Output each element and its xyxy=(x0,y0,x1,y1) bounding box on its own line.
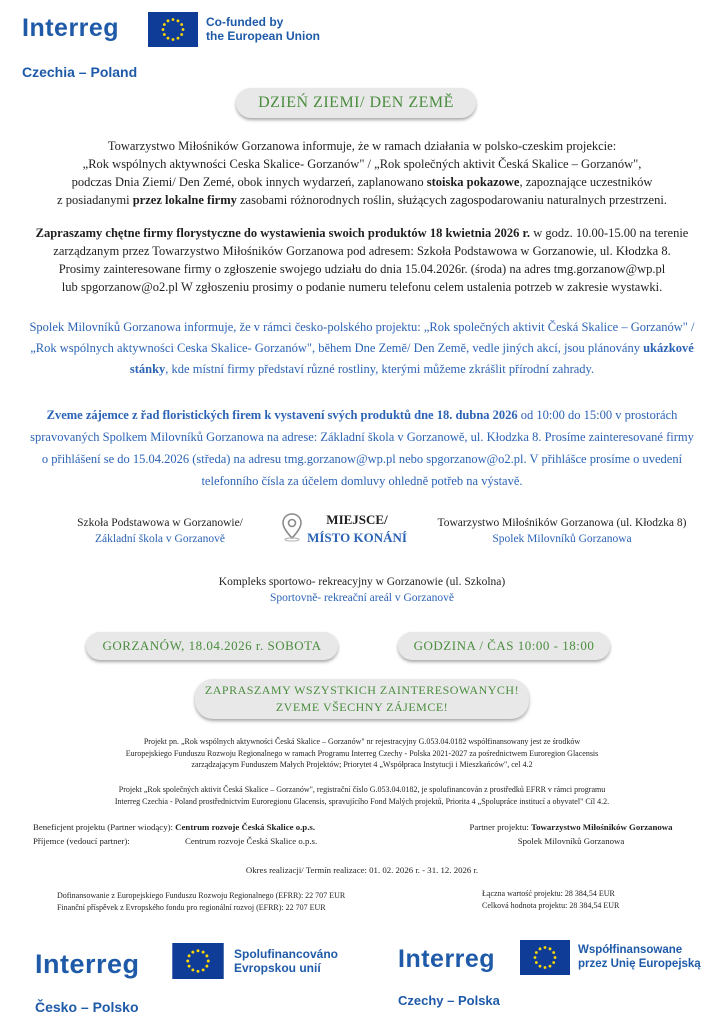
funding-line: Dofinansowanie z Europejskiego Funduszu Rozwoju Regionalnego (EFRR): 22 707 EUR xyxy=(57,891,346,900)
fine-pl-line: zarządzającym Funduszem Małych Projektów; Priorytet 4 „Współpraca Instytucji i Mieszkańców", cel 4.2 xyxy=(191,760,533,769)
eu-line-2: the European Union xyxy=(206,29,320,44)
eu-line-2: Evropskou unií xyxy=(234,961,321,976)
interreg-logo-footer-right: Interreg xyxy=(398,945,496,973)
eu-line-1: Co-funded by xyxy=(206,15,284,29)
place-center-pl: MIEJSCE/ xyxy=(326,512,388,527)
invite-pl-line: lub spgorzanow@o2.pl W zgłoszeniu prosimy o podanie numeru telefonu celem ustalenia potrzeb w zakresie wystawki. xyxy=(61,280,663,294)
intro-cz-line: stánky, kde místní firmy představí různé rostliny, kterými můžeme zkrášlit přírodní zahrady. xyxy=(129,362,595,376)
region-label: Czechia – Poland xyxy=(22,64,138,80)
lead-partner-cz: Příjemce (vedoucí partner): Centrum rozvoje Česká Skalice o.p.s. xyxy=(33,836,318,846)
fine-print-pl xyxy=(0,736,724,771)
welcome-pl: ZAPRASZAMY WSZYSTKICH ZAINTERESOWANYCH! xyxy=(204,683,520,697)
realization-period: Okres realizacji/ Termín realizace: 01. 02. 2026 r. - 31. 12. 2026 r. xyxy=(245,865,479,875)
place-left-pl: Szkoła Podstawowa w Gorzanowie/ xyxy=(77,517,243,529)
project-partner-cz: Spolek Milovníků Gorzanowa xyxy=(517,836,625,846)
eu-line-1: Współfinansowane xyxy=(578,944,683,956)
place-right xyxy=(412,515,712,547)
project-partner xyxy=(436,820,706,848)
intro-pl xyxy=(0,137,724,209)
eu-flag-icon xyxy=(148,12,198,47)
invite-pl-line: zarządzanym przez Towarzystwo Miłośników Gorzanowa pod adresem: Szkoła Podstawowa w Gorzanowie, ul. Kłodzka 8. xyxy=(53,244,671,258)
intro-pl-line: Towarzystwo Miłośników Gorzanowa informuje, że w ramach działania w polsko-czeskim projekcie: xyxy=(107,139,617,153)
place-center xyxy=(304,511,410,547)
place-bottom-cz: Sportovně- rekreační areál v Gorzanově xyxy=(270,592,454,604)
total-value-line: Łączna wartość projektu: 28 384,54 EUR xyxy=(482,889,615,898)
invite-pl xyxy=(0,224,724,296)
intro-pl-line: podczas Dnia Ziemi/ Den Zemé, obok innych wydarzeń, zaplanowano stoiska pokazowe, zapoznające uczestników xyxy=(71,175,653,189)
fine-pl-line: Projekt pn. „Rok wspólnych aktywności Česká Skalice – Gorzanów" nr rejestracyjny G.053.04.0182 współfinansowany jest ze środków xyxy=(143,737,581,746)
fine-pl-line: Europejskiego Funduszu Rozwoju Regionalnego w ramach Programu Interreg Czechy - Polska 2021-2027 za pośrednictwem Euroregion Glacensis xyxy=(125,748,599,758)
intro-pl-line: z posiadanymi przez lokalne firmy zasobami różnorodnych roślin, służących zagospodarowaniu naturalnych przestrzeni. xyxy=(57,193,667,207)
funding-left xyxy=(57,890,457,914)
intro-cz-line: Spolek Milovníků Gorzanowa informuje, že v rámci česko-polského projektu: „Rok společných aktivit Česká Skalice – Gorzanów" / xyxy=(29,320,695,334)
intro-pl-line: „Rok wspólnych aktywności Ceska Skalice- Gorzanów" / „Rok společných aktivit Česká Skalice – Gorzanów", xyxy=(82,157,642,171)
lead-partner xyxy=(33,820,413,848)
invite-cz-line: Zveme zájemce z řad floristických firem k vystavení svých produktů dne 18. dubna 2026 od 10:00 do 15:00 v prostorách xyxy=(46,408,678,422)
time-pill: GODZINA / ČAS 10:00 - 18:00 xyxy=(398,632,610,660)
place-left xyxy=(40,515,280,547)
date-pill: GORZANÓW, 18.04.2026 r. SOBOTA xyxy=(86,632,338,660)
welcome-cz: ZVEME VŠECHNY ZÁJEMCE! xyxy=(275,700,449,714)
total-value-line: Celková hodnota projektu: 28 384,54 EUR xyxy=(482,901,620,910)
eu-flag-icon xyxy=(520,940,570,975)
invite-pl-line: Prosimy zainteresowane firmy o zgłoszenie swojego udziału do dnia 15.04.2026r. (środa) na adres tmg.gorzanow@wp.pl xyxy=(58,262,666,276)
location-pin-icon xyxy=(280,512,304,542)
intro-cz-line: „Rok wspólnych aktywności Ceska Skalice- Gorzanów", během Dne Země/ Den Země, vedle jiných akcí, jsou plánovány ukázkové xyxy=(30,341,694,355)
eu-cofunded-text-pl xyxy=(578,944,701,972)
place-right-cz: Spolek Milovníků Gorzanowa xyxy=(492,533,632,545)
invite-pl-line: Zapraszamy chętne firmy florystyczne do wystawienia swoich produktów 18 kwietnia 2026 r. w godz. 10.00-15.00 na terenie xyxy=(35,226,689,240)
welcome-banner xyxy=(195,679,529,719)
invite-cz-line: spravovaných Spolkem Milovníků Gorzanowa na adrese: Základní škola v Gorzanowě, ul. Kłodzka 8. Prosíme zainteresované firmy xyxy=(30,430,694,444)
invite-cz-line: o přihlášení se do 15.04.2026 (středa) na adresu tmg.gorzanow@wp.pl nebo spgorzanow@o2.pl. V přihlášce prosíme o uvedení xyxy=(41,452,683,466)
interreg-logo: Interreg xyxy=(22,14,120,42)
region-label-pl: Czechy – Polska xyxy=(398,993,500,1008)
page-title: DZIEŃ ZIEMI/ DEN ZEMĚ xyxy=(236,88,476,118)
eu-flag-icon xyxy=(172,943,224,979)
eu-line-1: Spolufinancováno xyxy=(234,947,339,961)
interreg-logo-footer-left: Interreg xyxy=(35,949,140,979)
place-bottom-pl: Kompleks sportowo- rekreacyjny w Gorzanowie (ul. Szkolna) xyxy=(218,576,506,588)
invite-cz-line: telefonního čísla za účelem domluvy ohledně potřeb na výstavě. xyxy=(201,474,523,488)
funding-line: Finanční příspěvek z Evropského fondu pro regionální rozvoj (EFRR): 22 707 EUR xyxy=(57,903,326,912)
eu-line-2: przez Unię Europejską xyxy=(578,957,701,970)
fine-cz-line: Projekt „Rok společných aktivit Česká Skalice – Gorzanów", registrační číslo G.053.04.0182, je spolufinancován z prostředků EFRR v rámci programu xyxy=(118,785,606,794)
invite-cz xyxy=(0,404,724,492)
intro-cz xyxy=(0,317,724,380)
funding-right xyxy=(482,888,712,912)
place-right-pl: Towarzystwo Miłośników Gorzanowa (ul. Kłodzka 8) xyxy=(437,517,687,529)
place-bottom xyxy=(0,574,724,606)
project-partner-pl: Partner projektu: Towarzystwo Miłośników Gorzanowa xyxy=(469,822,673,832)
eu-cofunded-text-cz xyxy=(234,947,338,976)
fine-print-cz xyxy=(0,784,724,807)
region-label-cz: Česko – Polsko xyxy=(35,999,139,1015)
lead-partner-pl: Beneficjent projektu (Partner wiodący): Centrum rozvoje Česká Skalice o.p.s. xyxy=(33,822,316,832)
place-left-cz: Základní škola v Gorzanově xyxy=(95,533,225,545)
eu-cofunded-text xyxy=(206,15,320,44)
fine-cz-line: Interreg Czechia - Poland prostřednictvím Euroregionu Glacensis, spravujícího Fond Malých projektů, Priorita 4 „Spolupráce institucí a obyvatel" Cíl 4.2. xyxy=(114,796,610,806)
place-center-cz: MÍSTO KONÁNÍ xyxy=(307,530,407,545)
